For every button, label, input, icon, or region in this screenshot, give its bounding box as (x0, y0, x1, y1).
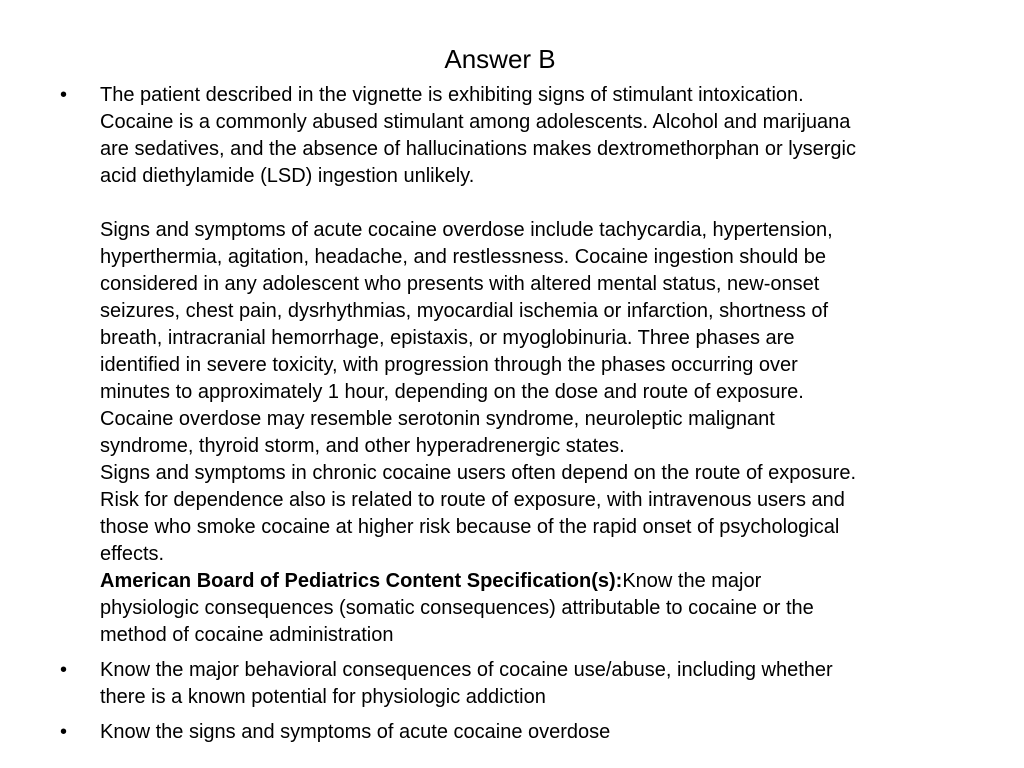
bullet-text: Know the major behavioral consequences of cocaine use/abuse, including whether there is a known potential for physiologic addiction (100, 659, 833, 708)
explanation-paragraph: The patient described in the vignette is exhibiting signs of stimulant intoxication. Cocaine is a commonly abused stimulant among adolescents. Alcohol and marijuana are sedatives, and the absence of hallucinations makes dextromethorphan or lysergic acid diethylamide (LSD) ingestion unlikely. (100, 84, 856, 187)
content-specification (100, 568, 998, 649)
chronic-use-paragraph: Signs and symptoms in chronic cocaine users often depend on the route of exposure. Risk for dependence also is related to route of exposure, with intravenous users and those who smoke cocaine at higher risk because of the rapid onset of psychological effects. (100, 462, 857, 565)
bullet-list (58, 82, 998, 746)
bullet-item-explanation (58, 82, 998, 649)
bullet-icon: • (60, 84, 68, 106)
slide-title: Answer B (444, 44, 556, 74)
content-specification-label: American Board of Pediatrics Content Specification(s): (100, 570, 623, 592)
bullet-item-behavioral (58, 657, 998, 711)
bullet-icon: • (60, 659, 68, 681)
bullet-item-signs (58, 719, 998, 746)
content-specification-text: Know the major physiologic consequences (somatic consequences) attributable to cocaine or the method of cocaine administration (100, 570, 814, 646)
bullet-text: Know the signs and symptoms of acute cocaine overdose (100, 721, 611, 743)
bullet-icon: • (60, 721, 68, 743)
paragraph-spacer (100, 190, 998, 217)
overdose-paragraph: Signs and symptoms of acute cocaine overdose include tachycardia, hypertension, hyperthermia, agitation, headache, and restlessness. Cocaine ingestion should be considered in any adolescent who presents with altered mental status, new-onset seizures, chest pain, dysrhythmias, myocardial ischemia or infarction, shortness of breath, intracranial hemorrhage, epistaxis, or myoglobinuria. Three phases are identified in severe toxicity, with progression through the phases occurring over minutes to approximately 1 hour, depending on the dose and route of exposure. Cocaine overdose may resemble serotonin syndrome, neuroleptic malignant syndrome, thyroid storm, and other hyperadrenergic states. (100, 219, 833, 457)
